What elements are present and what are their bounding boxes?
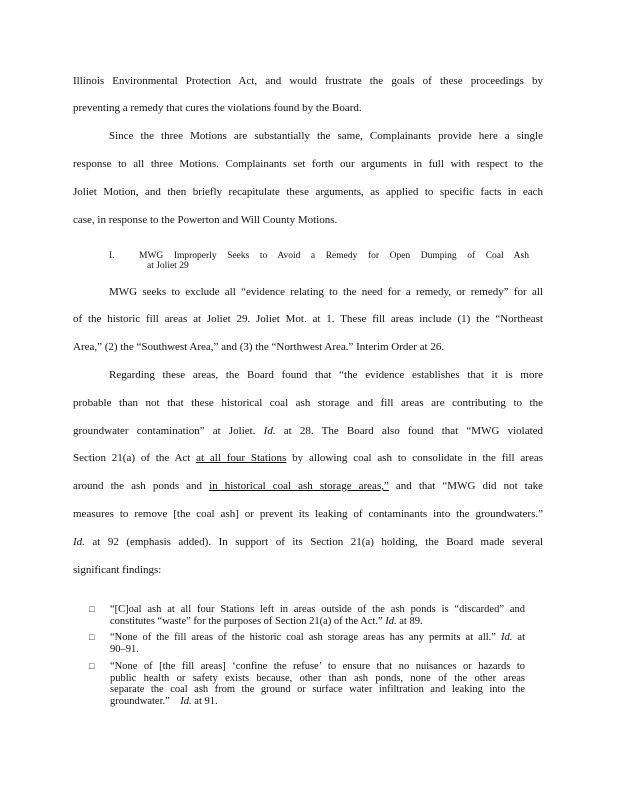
text-segment: by allowing coal ash to consolidate in the fill areas [292,452,543,464]
paragraph-4-line-3 [73,425,543,438]
paragraph-3-line-1: MWG seeks to exclude all “evidence relating to the need for a remedy, or remedy” for all [109,286,543,298]
paragraph-2-line-4: case, in response to the Powerton and Will County Motions. [73,214,338,226]
paragraph-1-line-1: Illinois Environmental Protection Act, and would frustrate the goals of these proceedings by [73,75,543,87]
section-title-line-2: at Joliet 29 [147,261,189,271]
citation-id: Id. [385,615,397,627]
paragraph-4-line-8: significant findings: [73,564,162,576]
bullet-line: “None of [the fill areas] ‘confine the refuse’ to ensure that no nuisances or hazards to [110,661,525,672]
text-segment: at [517,632,525,643]
citation-id: Id. [263,425,276,437]
text-segment: and that “MWG did not take [395,480,544,492]
paragraph-4-line-7 [73,536,543,549]
section-number: I. [109,251,115,261]
bullet-line [110,632,525,644]
bullet-line: separate the coal ash from the ground or surface water infiltration and leaking into the [110,684,525,695]
bullet-line [110,696,525,708]
paragraph-2-line-3: Joliet Motion, and then briefly recapitulate these arguments, as applied to specific facts in each [73,186,543,198]
bullet-line [110,616,525,628]
bullet-line: “[C]oal ash at all four Stations left in areas outside of the ash ponds is “discarded” and [110,604,525,615]
text-segment: at 89. [399,615,423,627]
bullet-box-icon: □ [89,604,95,614]
paragraph-4-line-5 [73,480,543,493]
citation-id: Id. [501,632,513,643]
paragraph-2-line-1: Since the three Motions are substantially the same, Complainants provide here a single [109,130,543,142]
bullet-box-icon: □ [89,632,95,642]
paragraph-4-line-2: probable than not that these historical coal ash storage and fill areas are contributing to the [73,397,543,409]
paragraph-3-line-2: of the historic fill areas at Joliet 29. Joliet Mot. at 1. These fill areas include (1) the “Northeast [73,313,543,325]
text-segment: constitutes “waste” for the purposes of Section 21(a) of the Act.” [110,615,383,627]
text-segment: “None of the fill areas of the historic coal ash storage areas has any permits at all.” [110,632,496,643]
text-segment: groundwater.” [110,695,170,707]
paragraph-4-line-1: Regarding these areas, the Board found that “the evidence establishes that it is more [109,369,543,381]
citation-id: Id. [73,536,85,548]
paragraph-4-line-6: measures to remove [the coal ash] or prevent its leaking of contaminants into the groundwaters.” [73,508,543,520]
paragraph-1-line-2: preventing a remedy that cures the violations found by the Board. [73,102,362,114]
bullet-box-icon: □ [89,661,95,671]
text-segment: at 91. [194,695,218,707]
paragraph-4-line-4 [73,452,543,465]
text-segment: at 92 (emphasis added). In support of its Section 21(a) holding, the Board made several [92,536,544,548]
underlined-emphasis: at all four Stations [196,452,287,464]
paragraph-2-line-2: response to all three Motions. Complainants set forth our arguments in full with respect to the [73,158,543,170]
underlined-emphasis: in historical coal ash storage areas,” [209,480,389,492]
bullet-line: public health or safety exists because, other than ash ponds, none of the other areas [110,672,525,684]
text-segment: groundwater contamination” at Joliet. [73,425,256,437]
section-title-line-1: MWG Improperly Seeks to Avoid a Remedy for Open Dumping of Coal Ash [139,251,529,261]
citation-id: Id. [180,695,192,707]
paragraph-3-line-3: Area,” (2) the “Southwest Area,” and (3) the “Northwest Area.” Interim Order at 26. [73,341,445,353]
bullet-line: 90–91. [110,643,139,655]
text-segment: at 28. The Board also found that “MWG violated [283,425,544,437]
text-segment: Section 21(a) of the Act [73,452,191,464]
text-segment: around the ash ponds and [73,480,203,492]
